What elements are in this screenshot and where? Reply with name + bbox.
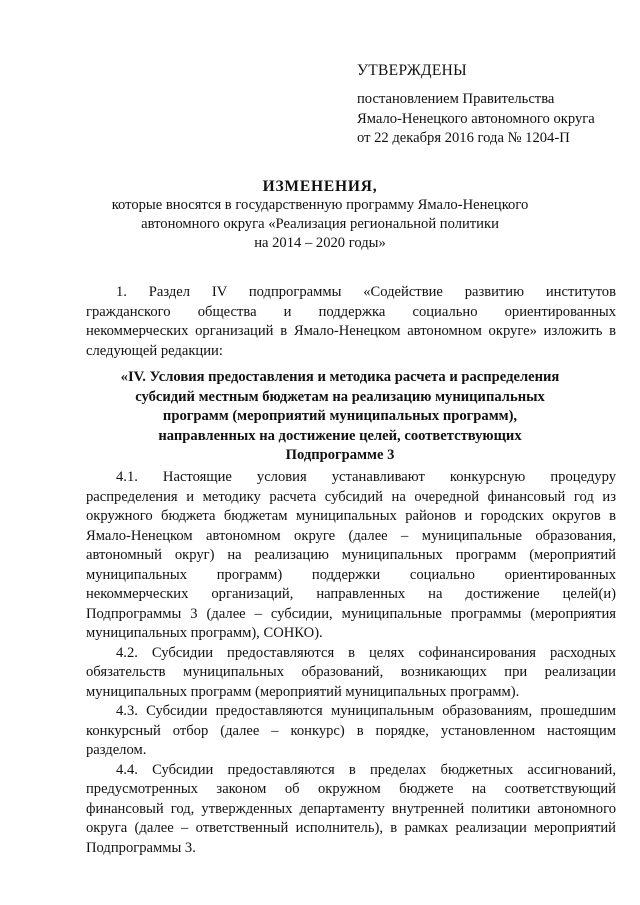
paragraph-line: округа (далее – ответственный исполнитель), в рамках реализации мероприятий <box>86 820 616 836</box>
paragraph-line: финансовый год, утвержденных департаменту внутренней политики автономного <box>86 800 616 817</box>
paragraph-4-4 <box>86 761 616 859</box>
paragraph-line: Подпрограммы 3 (далее – субсидии, муниципальные программы (мероприятия <box>86 605 616 622</box>
paragraph-line: 4.2. Субсидии предоставляются в целях софинансирования расходных <box>116 644 616 661</box>
paragraph-line: Ямало-Ненецком автономном округе (далее – муниципальные образования, <box>86 527 616 544</box>
section-heading-line: программ (мероприятий муниципальных программ), <box>162 408 518 424</box>
paragraph-line: распределения и методику расчета субсидий на очередной финансовый год из <box>86 488 616 505</box>
section-heading-line: направленных на достижение целей, соответствующих <box>158 427 522 444</box>
approval-heading: УТВЕРЖДЕНЫ <box>357 62 467 79</box>
paragraph-line: обязательств муниципальных образований, возникающих при реализации <box>86 664 616 680</box>
approval-block <box>357 90 627 149</box>
intro-line: 1. Раздел IV подпрограммы «Содействие развитию институтов <box>116 284 616 300</box>
paragraph-line: 4.1. Настоящие условия устанавливают конкурсную процедуру <box>116 469 616 485</box>
intro-line: следующей редакции: <box>86 342 223 359</box>
intro-paragraph <box>86 283 616 361</box>
paragraph-line: 4.3. Субсидии предоставляются муниципальным образованиям, прошедшим <box>116 703 616 719</box>
paragraph-line: муниципальных программ (мероприятий муниципальных программ). <box>86 683 520 700</box>
document-title: ИЗМЕНЕНИЯ, <box>262 178 378 195</box>
section-heading <box>80 368 600 466</box>
paragraph-4-1 <box>86 468 616 644</box>
paragraph-line: окружного бюджета бюджетам муниципальных районов и городских округов в <box>86 508 616 524</box>
section-heading-line: «IV. Условия предоставления и методика расчета и распределения <box>120 369 560 385</box>
paragraph-line: разделом. <box>86 742 147 758</box>
section-body <box>86 468 616 858</box>
approval-line: от 22 декабря 2016 года № 1204-П <box>357 130 570 146</box>
section-heading-line: Подпрограмме 3 <box>285 447 395 463</box>
paragraph-line: муниципальных программ) поддержки социально ориентированных <box>86 566 616 583</box>
paragraph-line: предусмотренных законом об окружном бюджете на соответствующий <box>86 781 616 797</box>
paragraph-line: некоммерческих организаций, направленных на достижение целей(и) <box>86 586 616 602</box>
subtitle-line: которые вносятся в государственную программу Ямало-Ненецкого <box>111 197 529 213</box>
paragraph-line: автономный округ) на реализацию муниципальных программ (мероприятий <box>86 547 616 563</box>
paragraph-4-3 <box>86 702 616 761</box>
section-heading-line: субсидий местным бюджетам на реализацию муниципальных <box>135 388 545 405</box>
subtitle-line: на 2014 – 2020 годы» <box>254 235 386 251</box>
paragraph-line: 4.4. Субсидии предоставляются в пределах бюджетных ассигнований, <box>116 761 616 778</box>
paragraph-line: муниципальных программ), СОНКО). <box>86 625 323 641</box>
approval-line: Ямало-Ненецкого автономного округа <box>357 110 595 127</box>
approval-line: постановлением Правительства <box>357 91 555 107</box>
intro-line: некоммерческих организаций в Ямало-Ненецком автономном округе» изложить в <box>86 323 616 339</box>
paragraph-4-2 <box>86 644 616 703</box>
document-subtitle <box>90 196 550 253</box>
paragraph-line: конкурсный отбор (далее – конкурс) в порядке, установленном настоящим <box>86 722 616 739</box>
paragraph-line: Подпрограммы 3. <box>86 839 196 856</box>
intro-line: гражданского общества и поддержка социально ориентированных <box>86 303 616 320</box>
subtitle-line: автономного округа «Реализация региональной политики <box>141 216 499 232</box>
